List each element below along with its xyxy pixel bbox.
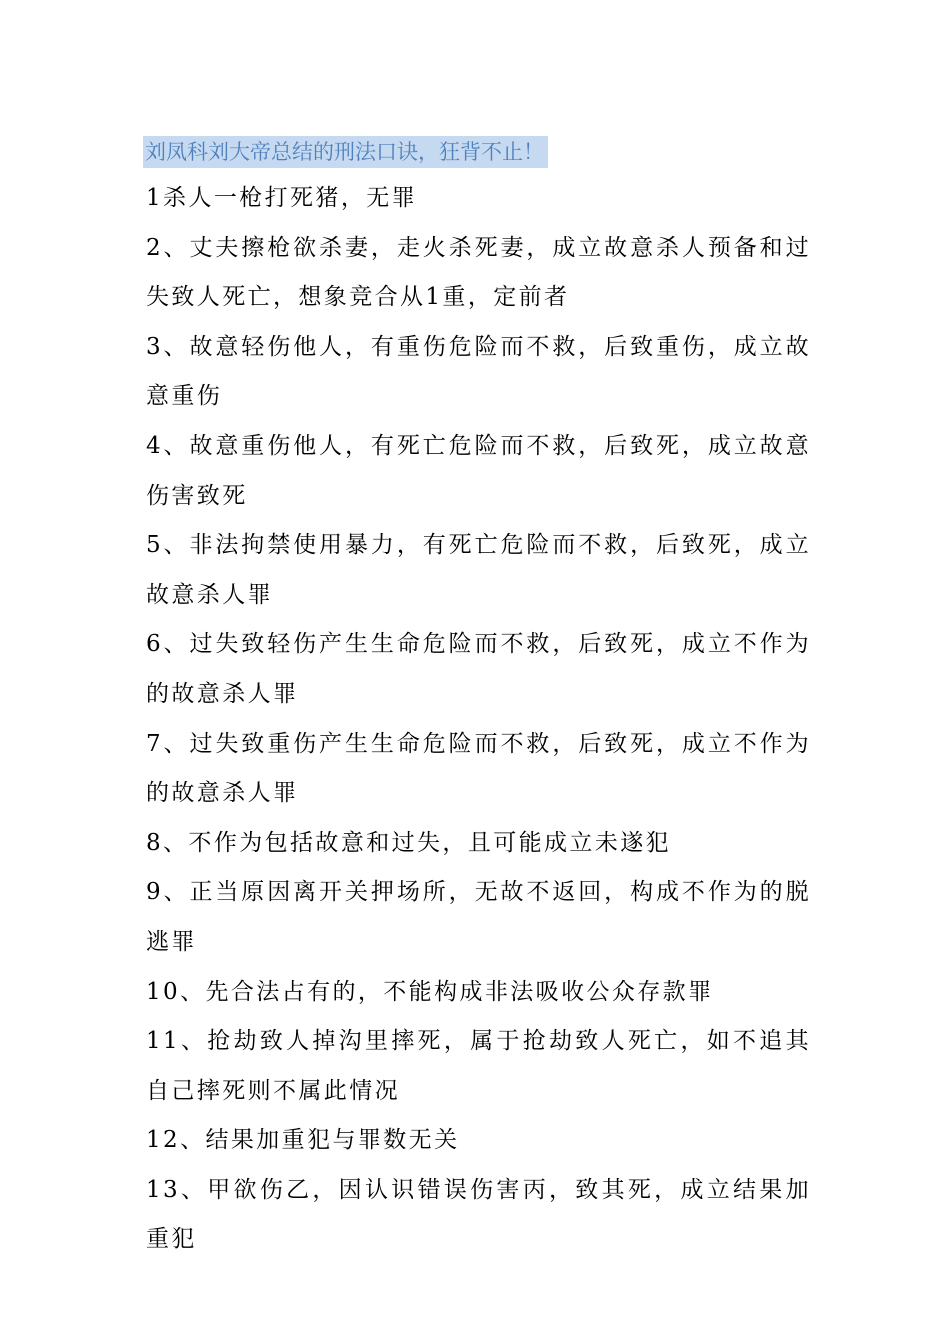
list-item: 1杀人一枪打死猪，无罪 <box>146 185 418 211</box>
document-body <box>146 174 811 1265</box>
list-item: 12、结果加重犯与罪数无关 <box>146 1127 460 1154</box>
list-item: 13、甲欲伤乙，因认识错误伤害丙，致其死，成立结果加重犯 <box>146 1176 811 1253</box>
list-item: 6、过失致轻伤产生生命危险而不救，后致死，成立不作为的故意杀人罪 <box>146 631 811 707</box>
list-item: 4、故意重伤他人，有死亡危险而不救，后致死，成立故意伤害致死 <box>146 432 811 509</box>
list-item: 2、丈夫擦枪欲杀妻，走火杀死妻，成立故意杀人预备和过失致人死亡，想象竞合从1重，定前者 <box>146 234 811 311</box>
list-item: 10、先合法占有的，不能构成非法吸收公众存款罪 <box>146 978 714 1005</box>
list-item: 8、不作为包括故意和过失，且可能成立未遂犯 <box>146 829 672 856</box>
list-item: 3、故意轻伤他人，有重伤危险而不救，后致重伤，成立故意重伤 <box>146 333 811 410</box>
list-item: 5、非法拘禁使用暴力，有死亡危险而不救，后致死，成立故意杀人罪 <box>146 532 811 608</box>
list-item: 9、正当原因离开关押场所，无故不返回，构成不作为的脱逃罪 <box>146 879 811 955</box>
list-item: 11、抢劫致人掉沟里摔死，属于抢劫致人死亡，如不追其自己摔死则不属此情况 <box>146 1028 811 1104</box>
document-title: 刘凤科刘大帝总结的刑法口诀，狂背不止！ <box>143 136 548 168</box>
list-item: 7、过失致重伤产生生命危险而不救，后致死，成立不作为的故意杀人罪 <box>146 730 811 807</box>
